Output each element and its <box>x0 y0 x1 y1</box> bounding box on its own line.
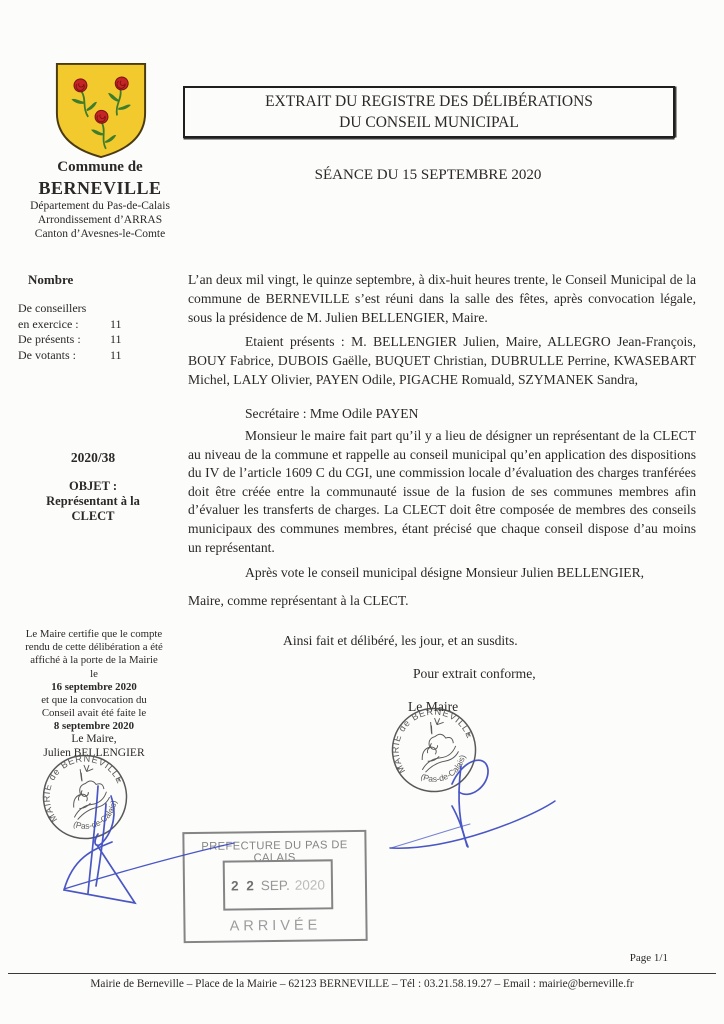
objet-label: OBJET : <box>68 479 118 493</box>
commune-line1: Commune de <box>57 159 143 175</box>
count-label: De votants : <box>18 347 76 362</box>
count-value <box>110 301 148 317</box>
right-signature-title: Le Maire <box>408 699 459 714</box>
paragraph-deliberation: Monsieur le maire fait part qu’il y a lieu de désigner un représentant de la CLECT au niveau de la commune et rappelle au conseil municipal qu’en application des dispositions du IV de l’article 1609 C du CGI, une commission locale d’évaluation des charges tranférées doit être créée entre la communauté issue de la fusion de ses communes membres afin d’évaluer les transferts de charges. La CLECT doit être composée de membres des conseils municipaux des communes membres, étant précisé que chaque conseil dispose d’au moins un représentant. <box>188 428 696 555</box>
left-signature-title: Le Maire, <box>71 733 117 745</box>
count-value: 11 <box>110 316 122 331</box>
arrondissement-line: Arrondissement d’ARRAS <box>37 214 163 227</box>
nombre-title: Nombre <box>28 272 74 287</box>
prefecture-date-month: SEP. <box>260 877 290 893</box>
commune-name: BERNEVILLE <box>38 177 162 198</box>
certification-line: et que la convocation du <box>41 694 147 707</box>
title-box <box>183 86 675 138</box>
paragraph-decision-line1: Après vote le conseil municipal désigne Monsieur Julien BELLENGIER, <box>245 565 645 580</box>
pour-extrait-conforme: Pour extrait conforme, <box>413 666 536 681</box>
footer-divider <box>8 973 716 974</box>
count-value: 11 <box>110 347 122 362</box>
certification-line: affiché à la porte de la Mairie <box>30 654 158 667</box>
count-row <box>18 332 148 348</box>
prefecture-stamp-title: PREFECTURE DU PAS DE CALAIS <box>201 839 348 865</box>
prefecture-arrivee-label: ARRIVÉE <box>229 917 322 935</box>
objet-block <box>18 479 168 524</box>
count-value: 11 <box>110 332 122 346</box>
page-number: Page 1/1 <box>629 952 668 964</box>
objet-line2: CLECT <box>71 509 115 523</box>
count-row <box>18 317 148 333</box>
count-label: De conseillers <box>18 301 87 315</box>
convocation-date: 8 septembre 2020 <box>53 720 135 733</box>
count-row <box>18 301 148 317</box>
counts-table <box>18 301 148 363</box>
certification-note <box>12 628 176 734</box>
paragraph-present-members: Etaient présents : M. BELLENGIER Julien, Maire, ALLEGRO Jean-François, BOUY Fabrice, DUBOIS Gaëlle, BUQUET Christian, DUBRULLE Perrine, KWASEBART Michel, LALY Olivier, PAYEN Odile, PIGACHE Romuald, SZYMANEK Sandra, <box>188 334 696 387</box>
certification-line: Le Maire certifie que le compte <box>25 628 163 640</box>
deliberation-reference: 2020/38 <box>70 450 116 465</box>
count-label: De présents : <box>18 332 81 346</box>
closing-formula: Ainsi fait et délibéré, les jour, et an susdits. <box>283 633 518 648</box>
certification-line: le <box>90 667 98 680</box>
title-line2: DU CONSEIL MUNICIPAL <box>339 114 519 131</box>
prefecture-arrival-stamp <box>182 830 367 943</box>
paragraph-session-opening: L’an deux mil vingt, le quinze septembre, à dix-huit heures trente, le Conseil Municipal de la commune de BERNEVILLE s’est réuni dans la salle des fêtes, après convocation légale, sous la présidence de M. Julien BELLENGIER, Maire. <box>188 272 696 325</box>
prefecture-date-day: 2 2 <box>230 877 256 894</box>
left-signature-name: Julien BELLENGIER <box>43 746 145 759</box>
count-label: en exercice : <box>18 316 79 331</box>
footer-contact-line: Mairie de Berneville – Place de la Mairie – 62123 BERNEVILLE – Tél : 03.21.58.19.27 – Email : mairie@berneville.fr <box>90 978 634 990</box>
seance-heading: SÉANCE DU 15 SEPTEMBRE 2020 <box>314 167 542 183</box>
prefecture-date-year: 2020 <box>294 876 325 893</box>
paragraph-decision-line2: Maire, comme représentant à la CLECT. <box>188 593 409 608</box>
mairie-round-stamp-right <box>363 679 506 822</box>
canton-line: Canton d’Avesnes-le-Comte <box>34 228 166 241</box>
paragraph-secretary: Secrétaire : Mme Odile PAYEN <box>245 406 419 421</box>
commune-block <box>6 158 194 241</box>
certification-line: rendu de cette délibération a été <box>25 641 163 654</box>
affichage-date: 16 septembre 2020 <box>51 680 137 693</box>
title-line1: EXTRAIT DU REGISTRE DES DÉLIBÉRATIONS <box>265 93 593 110</box>
certification-line: Conseil avait été faite le <box>41 707 147 720</box>
count-row <box>18 348 148 364</box>
prefecture-date-box <box>223 859 334 910</box>
coat-of-arms-icon <box>52 58 150 162</box>
departement-line: Département du Pas-de-Calais <box>30 200 170 213</box>
objet-line1: Représentant à la <box>46 494 140 508</box>
